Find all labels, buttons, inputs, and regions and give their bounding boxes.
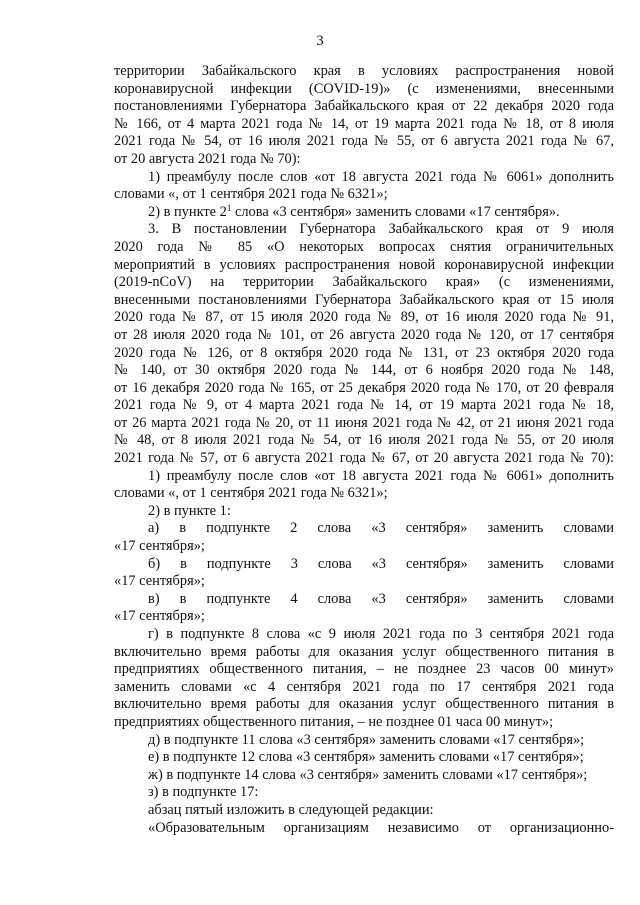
text-line [114,133,614,151]
line-text: 1) преамбулу после слов «от 18 августа 2021 года № 6061» дополнить [148,168,614,185]
text-line [114,679,614,697]
line-text: 2021 года № 57, от 6 августа 2021 года № 67, от 20 августа 2021 года № 70): [114,450,614,467]
text-line [114,520,614,538]
line-text: от 20 августа 2021 года № 70): [114,150,301,167]
text-line [114,415,614,433]
line-text: словами «, от 1 сентября 2021 года № 6321»; [114,186,388,203]
text-line [114,63,614,81]
line-text: предприятиях общественного питания, – не позднее 23 часов 00 минут» [114,661,614,678]
line-text: г) в подпункте 8 слова «с 9 июля 2021 года по 3 сентября 2021 года [148,626,614,642]
text-line [114,468,614,486]
text-line [114,573,614,591]
text-line [114,714,614,732]
text-line [114,186,614,204]
line-text: 2020 года № 85 «О некоторых вопросах снятия ограничительных [114,238,614,255]
line-text: 2020 года № 126, от 8 октября 2020 года № 131, от 23 октября 2020 года [114,344,614,361]
text-line [114,239,614,257]
text-line [114,397,614,415]
line-text: абзац пятый изложить в следующей редакции: [148,801,434,818]
text-line [114,503,614,521]
text-line [114,362,614,380]
line-text: «Образовательным организациям независимо от организационно- [148,819,614,836]
line-text: ж) в подпункте 14 слова «3 сентября» заменить словами «17 сентября»; [148,766,588,783]
text-line [114,696,614,714]
line-text: в) в подпункте 4 слова «3 сентября» заменить словами [148,590,614,607]
text-line [114,432,614,450]
text-line [114,345,614,363]
line-text: словами «, от 1 сентября 2021 года № 6321»; [114,485,388,502]
page-number: 3 [316,33,324,49]
text-line [114,309,614,327]
line-text: 2) в пункте 1: [148,502,231,519]
text-line [114,661,614,679]
line-text: территории Забайкальского края в условиях распространения новой [114,63,614,79]
line-text: з) в подпункте 17: [148,784,259,801]
line-text: 2021 года № 9, от 4 марта 2021 года № 14, от 19 марта 2021 года № 18, [114,397,614,414]
text-line [114,644,614,662]
text-line [114,116,614,134]
line-text: 2021 года № 54, от 16 июля 2021 года № 55, от 6 августа 2021 года № 67, [114,133,614,150]
text-line [114,820,614,838]
line-text-continued: слова «3 сентября» заменить словами «17 сентября». [231,203,560,220]
line-text: внесенными постановлениями Губернатора Забайкальского края от 15 июля [114,291,614,308]
line-text: «17 сентября»; [114,573,205,590]
text-line [114,292,614,310]
document-body [114,63,614,837]
text-line [114,169,614,187]
line-text: коронавирусной инфекции (COVID-19)» (с изменениями, внесенными [114,80,614,97]
line-text: а) в подпункте 2 слова «3 сентября» заменить словами [148,520,614,537]
line-text: 2) в пункте 2 [148,203,227,220]
text-line [114,608,614,626]
line-text: (2019-nCoV) на территории Забайкальского края» (с изменениями, [114,274,614,291]
line-text: № 48, от 8 июля 2021 года № 54, от 16 июля 2021 года № 55, от 20 июля [114,432,614,449]
line-text: д) в подпункте 11 слова «3 сентября» заменить словами «17 сентября»; [148,731,585,748]
text-line [114,221,614,239]
text-line [114,767,614,785]
text-line [114,450,614,468]
line-text: предприятиях общественного питания, – не позднее 01 часа 00 минут»; [114,713,554,730]
line-text: 2020 года № 87, от 15 июля 2020 года № 89, от 16 июля 2020 года № 91, [114,309,614,326]
line-text: включительно время работы для оказания услуг общественного питания в [114,643,614,660]
text-line [114,274,614,292]
text-line [114,327,614,345]
text-line [114,98,614,116]
line-text: от 26 марта 2021 года № 20, от 11 июня 2021 года № 42, от 21 июня 2021 года [114,414,614,431]
text-line [114,257,614,275]
text-line [114,784,614,802]
line-text: заменить словами «с 4 сентября 2021 года по 17 сентября 2021 года [114,678,614,695]
line-text: 3. В постановлении Губернатора Забайкальского края от 9 июля [148,221,614,238]
text-line [114,732,614,750]
line-text: № 166, от 4 марта 2021 года № 14, от 19 марта 2021 года № 18, от 8 июля [114,115,614,132]
superscript: 1 [226,202,232,213]
line-text: мероприятий в условиях распространения новой коронавирусной инфекции [114,256,614,273]
text-line [114,380,614,398]
text-line [114,749,614,767]
line-text: включительно время работы для оказания услуг общественного питания в [114,696,614,713]
line-text: 1) преамбулу после слов «от 18 августа 2021 года № 6061» дополнить [148,467,614,484]
text-line [114,81,614,99]
line-text: № 140, от 30 октября 2020 года № 144, от 6 ноября 2020 года № 148, [114,362,614,379]
line-text: от 16 декабря 2020 года № 165, от 25 декабря 2020 года № 170, от 20 февраля [114,379,614,396]
text-line [114,802,614,820]
line-text: б) в подпункте 3 слова «3 сентября» заменить словами [148,555,614,572]
text-line [114,591,614,609]
text-line [114,538,614,556]
text-line [114,485,614,503]
line-text: постановлениями Губернатора Забайкальского края от 22 декабря 2020 года [114,98,614,115]
text-line [114,204,614,222]
text-line [114,151,614,169]
line-text: е) в подпункте 12 слова «3 сентября» заменить словами «17 сентября»; [148,749,584,766]
text-line [114,556,614,574]
line-text: «17 сентября»; [114,538,205,555]
line-text: от 28 июля 2020 года № 101, от 26 августа 2020 года № 120, от 17 сентября [114,326,614,343]
line-text: «17 сентября»; [114,608,205,625]
text-line [114,626,614,644]
